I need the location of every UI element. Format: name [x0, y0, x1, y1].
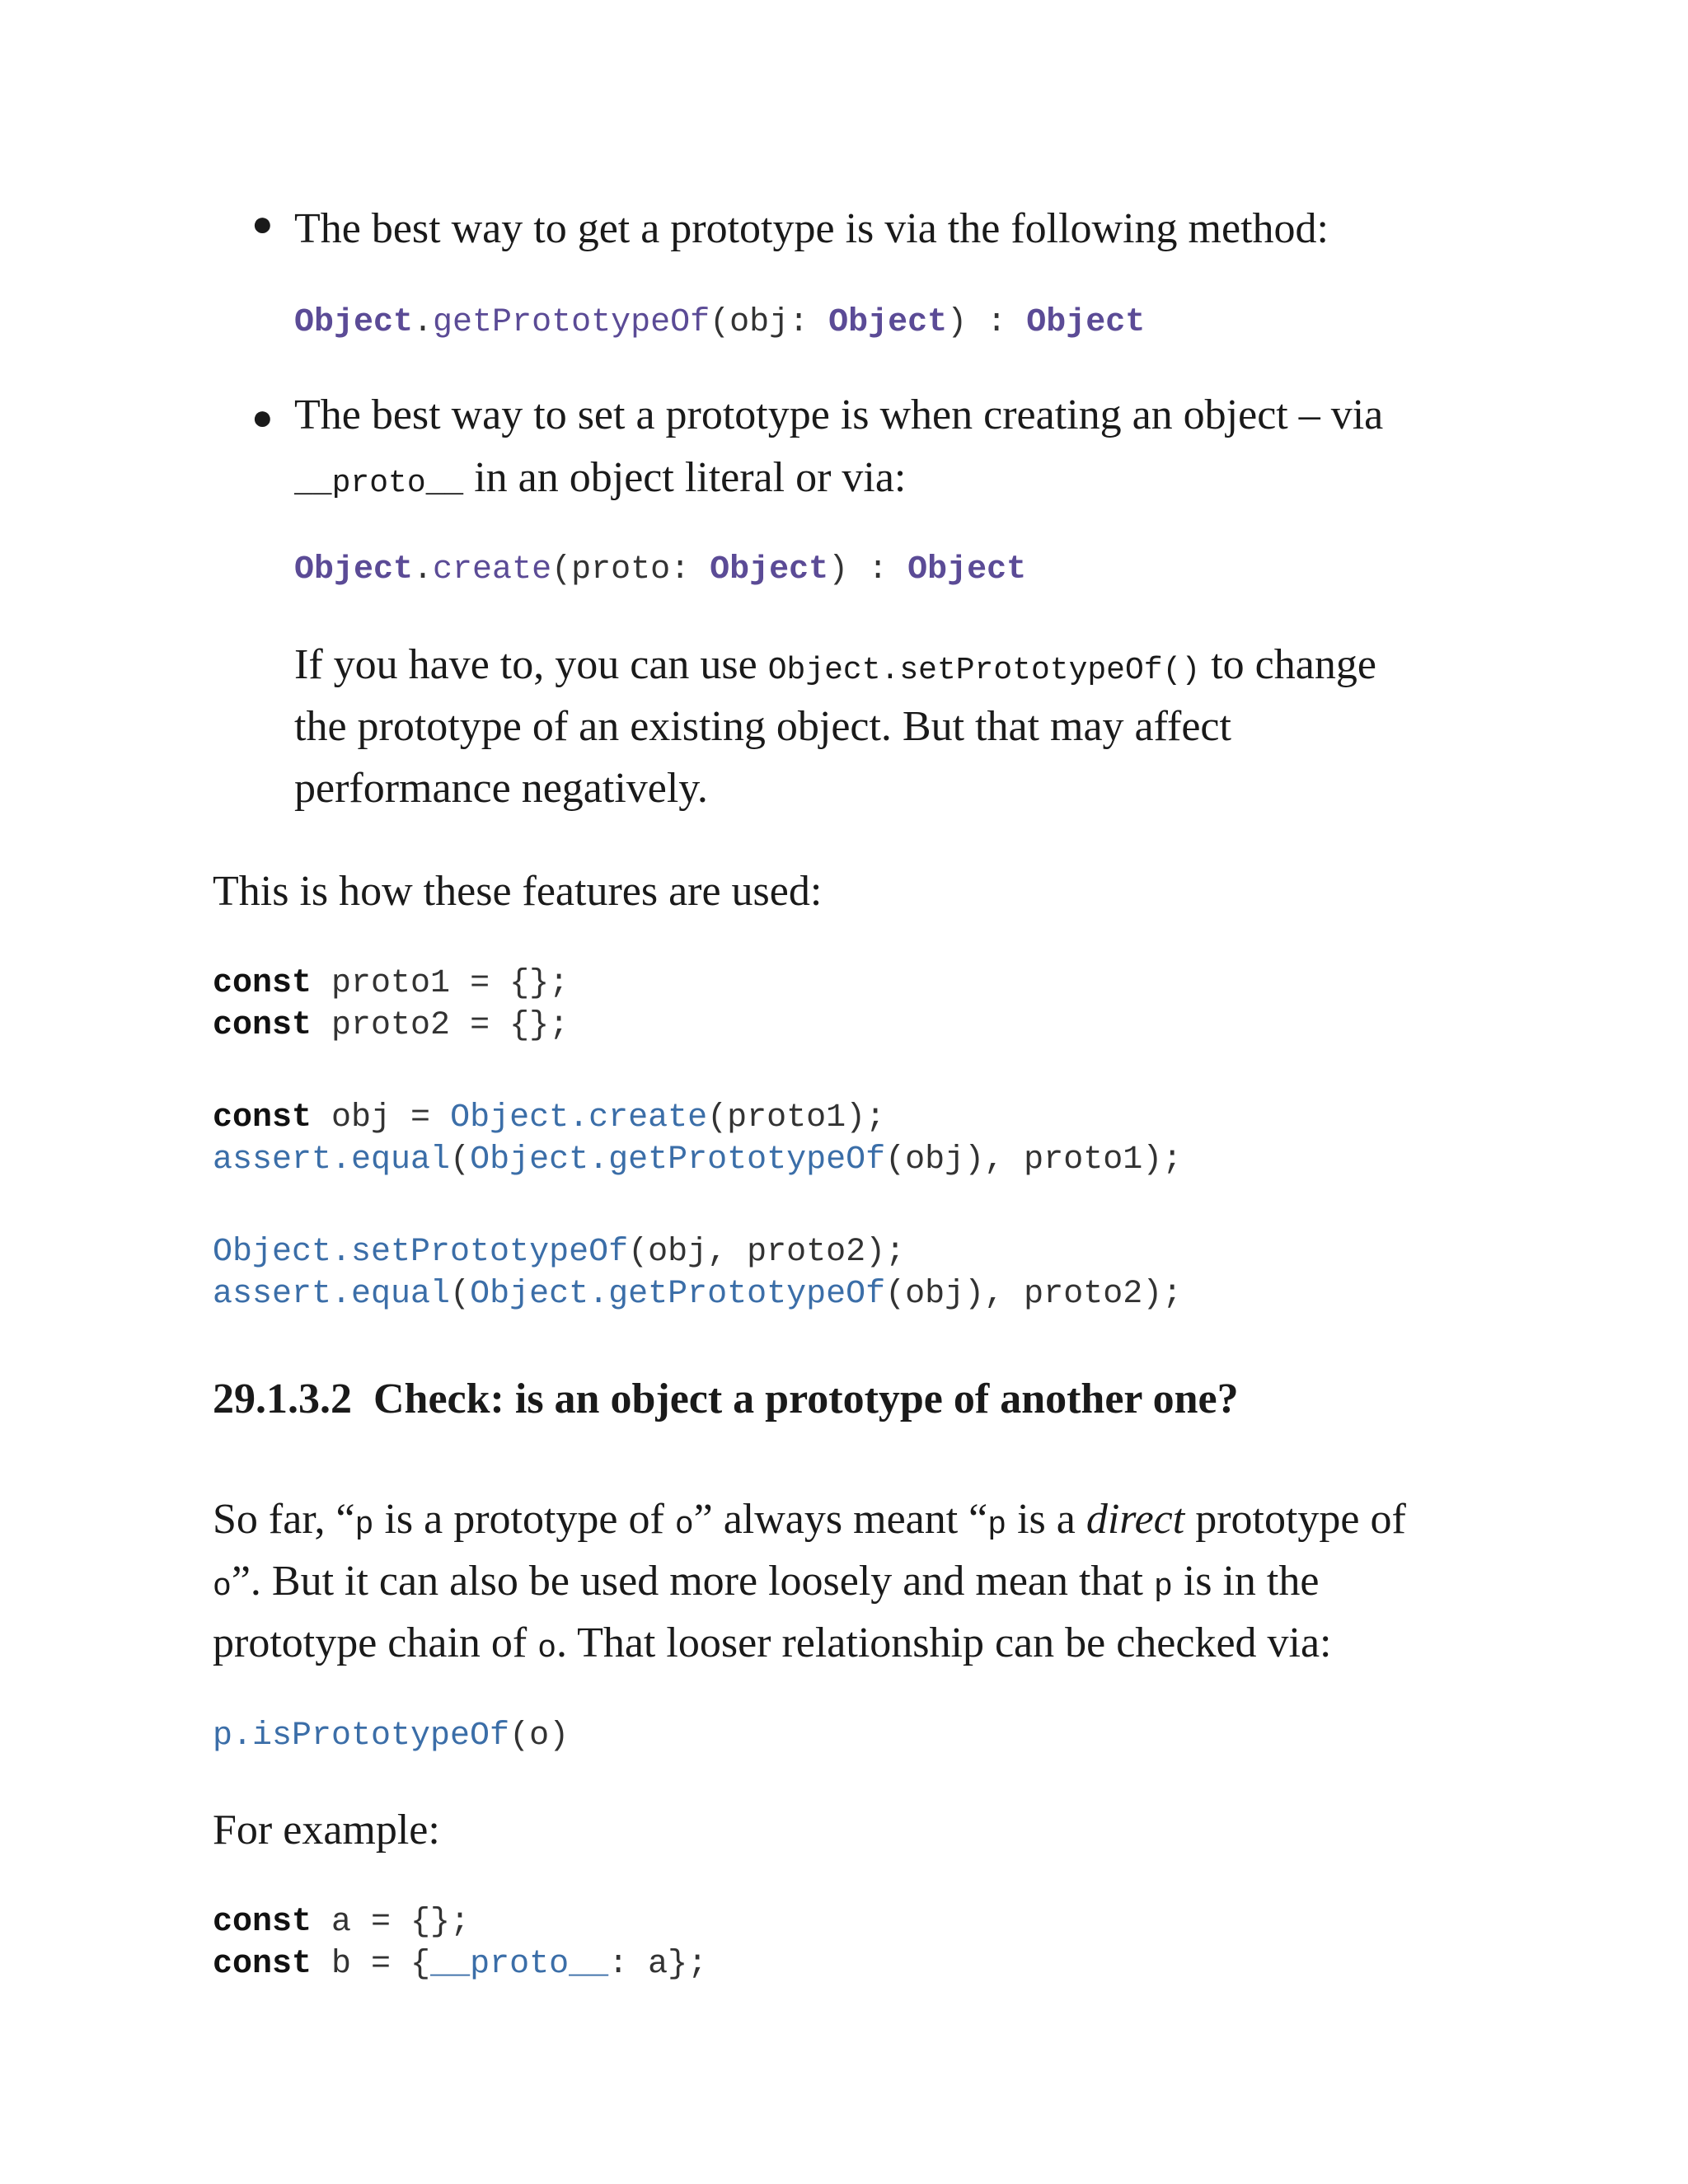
setproto-line-3: performance negatively.: [294, 765, 708, 812]
inline-code-o: o: [213, 1569, 232, 1605]
code-line: [213, 1715, 569, 1757]
code-text: b = {: [312, 1946, 431, 1983]
code-text: : a};: [608, 1946, 708, 1983]
heading-title: Check: is an object a prototype of another one?: [373, 1376, 1239, 1422]
text: prototype of: [1184, 1496, 1406, 1543]
code-line: [213, 1097, 885, 1139]
code-text: a = {};: [312, 1904, 471, 1941]
code-text: (obj), proto1);: [885, 1141, 1183, 1179]
sig-args-close: ) :: [828, 551, 908, 588]
code-line: [213, 1005, 569, 1047]
text: ” always meant “: [693, 1496, 988, 1543]
bullet-1-text: The best way to get a prototype is via the following method:: [294, 205, 1329, 252]
code-line: [213, 1231, 905, 1273]
text: prototype chain of: [213, 1619, 538, 1666]
sig-dot: .: [413, 304, 434, 341]
keyword: const: [213, 1099, 312, 1137]
sig-arg-type: Object: [710, 551, 829, 588]
sig-args-open: (obj:: [710, 304, 829, 341]
sig-return-type: Object: [1026, 304, 1146, 341]
code-text: obj =: [312, 1099, 451, 1137]
keyword: const: [213, 1946, 312, 1983]
sig-method: getPrototypeOf: [433, 304, 710, 341]
text: is a: [1006, 1496, 1086, 1543]
code-function: Object.getPrototypeOf: [470, 1141, 886, 1179]
code-line: [213, 1139, 1182, 1181]
inline-code-p: p: [354, 1507, 374, 1543]
bullet-2-line-2-text: in an object literal or via:: [463, 454, 907, 501]
text: is in the: [1172, 1558, 1320, 1605]
sig-args-open: (proto:: [551, 551, 710, 588]
code-text: (: [450, 1141, 471, 1179]
code-function: assert.equal: [213, 1276, 451, 1313]
inline-code-p: p: [1153, 1569, 1173, 1605]
code-text: (proto1);: [707, 1099, 886, 1137]
emphasis-direct: direct: [1085, 1496, 1185, 1543]
text: ”. But it can also be used more loosely and mean that: [231, 1558, 1154, 1605]
code-line: [213, 963, 569, 1005]
code-text: proto2 = {};: [312, 1007, 570, 1044]
setproto-line-1: [294, 634, 1376, 701]
code-function: Object.create: [450, 1099, 708, 1137]
para2-line-1: [213, 1488, 1406, 1556]
inline-code-o: o: [537, 1631, 557, 1666]
usage-intro: This is how these features are used:: [213, 868, 823, 915]
code-function: p.isPrototypeOf: [213, 1718, 510, 1755]
signature-create: [294, 549, 1026, 591]
text: is a prototype of: [373, 1496, 675, 1543]
code-line: [213, 1943, 707, 1985]
keyword: const: [213, 1904, 312, 1941]
text: So far, “: [213, 1496, 355, 1543]
sig-return-type: Object: [907, 551, 1027, 588]
text: . That looser relationship can be checked via:: [556, 1619, 1332, 1666]
inline-code-p: p: [987, 1507, 1007, 1543]
code-text: (o): [509, 1718, 570, 1755]
sig-object: Object: [294, 551, 414, 588]
sig-method: create: [433, 551, 552, 588]
setproto-inline-code: Object.setPrototypeOf(): [767, 653, 1201, 688]
code-function: Object.setPrototypeOf: [213, 1234, 629, 1271]
sig-dot: .: [413, 551, 434, 588]
code-property: __proto__: [430, 1946, 609, 1983]
inline-code-o: o: [674, 1507, 694, 1543]
code-text: (: [450, 1276, 471, 1313]
sig-args-close: ) :: [947, 304, 1027, 341]
signature-getprototypeof: [294, 302, 1145, 344]
sig-object: Object: [294, 304, 414, 341]
sig-arg-type: Object: [828, 304, 948, 341]
heading-number: 29.1.3.2: [213, 1376, 352, 1422]
keyword: const: [213, 1007, 312, 1044]
code-text: proto1 = {};: [312, 965, 570, 1002]
code-text: (obj), proto2);: [885, 1276, 1183, 1313]
setproto-pre: If you have to, you can use: [294, 641, 768, 688]
setproto-post: to change: [1200, 641, 1376, 688]
code-function: Object.getPrototypeOf: [470, 1276, 886, 1313]
proto-inline-code: __proto__: [294, 466, 464, 501]
code-line: [213, 1901, 470, 1943]
code-function: assert.equal: [213, 1141, 451, 1179]
section-heading: [213, 1375, 1239, 1423]
setproto-line-2: the prototype of an existing object. But that may affect: [294, 703, 1231, 750]
para2-line-2: [213, 1550, 1319, 1618]
code-line: [213, 1273, 1182, 1315]
keyword: const: [213, 965, 312, 1002]
bullet-marker: ●: [251, 204, 274, 244]
para2-line-3: [213, 1612, 1332, 1680]
example-intro: For example:: [213, 1807, 440, 1854]
bullet-2-line-1: The best way to set a prototype is when creating an object – via: [294, 391, 1384, 438]
bullet-marker: ●: [251, 397, 274, 438]
bullet-2-line-2: [294, 447, 906, 514]
code-text: (obj, proto2);: [628, 1234, 906, 1271]
